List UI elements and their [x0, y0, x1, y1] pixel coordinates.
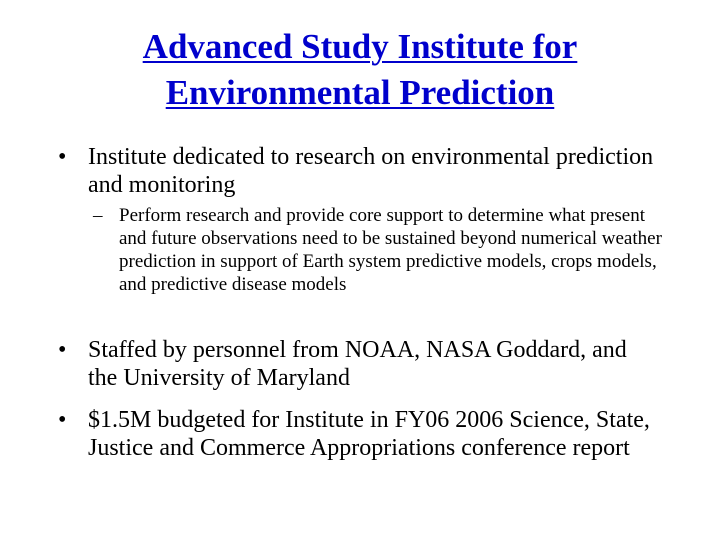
- sub-bullet-marker: –: [93, 205, 103, 226]
- bullet-text: Institute dedicated to research on environmental prediction and monitoring: [88, 144, 654, 198]
- slide-title: Advanced Study Institute for Environmental Prediction: [142, 27, 578, 112]
- bullet-item-staffing: [58, 336, 658, 392]
- bullet-text: $1.5M budgeted for Institute in FY06 2006 Science, State, Justice and Commerce Appropriations conference report: [88, 407, 650, 461]
- bullet-item-budget: [58, 406, 658, 462]
- sub-bullet-text: Perform research and provide core support to determine what present and future observations need to be sustained beyond numerical weather prediction in support of Earth system predictive models, crops models, and predictive disease models: [119, 205, 662, 295]
- bullet-marker: •: [58, 337, 67, 363]
- bullet-item-institute-dedication: [58, 143, 658, 199]
- sub-bullet-item-research-support: [93, 204, 663, 296]
- bullet-marker: •: [58, 407, 67, 433]
- bullet-marker: •: [58, 144, 67, 170]
- bullet-text: Staffed by personnel from NOAA, NASA Goddard, and the University of Maryland: [88, 337, 627, 391]
